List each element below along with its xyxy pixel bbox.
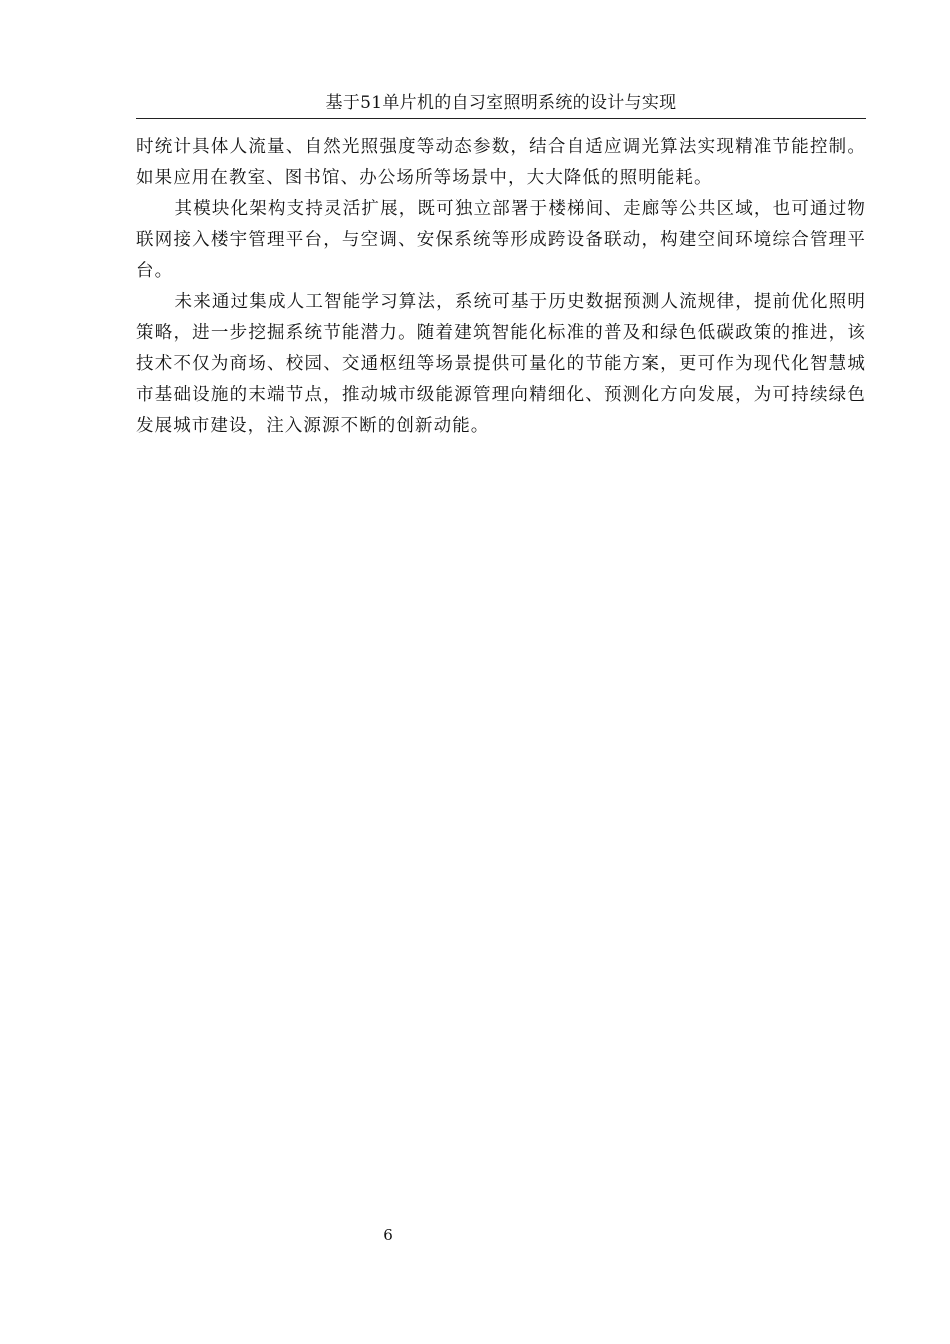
body-text xyxy=(136,132,866,442)
paragraph-future-outlook: 未来通过集成人工智能学习算法，系统可基于历史数据预测人流规律，提前优化照明策略，进一步挖掘系统节能潜力。随着建筑智能化标准的普及和绿色低碳政策的推进，该技术不仅为商场、校园、交通枢纽等场景提供可量化的节能方案，更可作为现代化智慧城市基础设施的末端节点，推动城市级能源管理向精细化、预测化方向发展，为可持续绿色发展城市建设，注入源源不断的创新动能。 xyxy=(136,292,866,436)
paragraph-modular-architecture: 其模块化架构支持灵活扩展，既可独立部署于楼梯间、走廊等公共区域，也可通过物联网接入楼宇管理平台，与空调、安保系统等形成跨设备联动，构建空间环境综合管理平台。 xyxy=(136,199,866,281)
paragraph-continued: 时统计具体人流量、自然光照强度等动态参数，结合自适应调光算法实现精准节能控制。如果应用在教室、图书馆、办公场所等场景中，大大降低的照明能耗。 xyxy=(136,137,866,188)
page-number: 6 xyxy=(383,1226,393,1244)
header-title: 基于51单片机的自习室照明系统的设计与实现 xyxy=(325,93,677,113)
page-header xyxy=(136,90,866,119)
